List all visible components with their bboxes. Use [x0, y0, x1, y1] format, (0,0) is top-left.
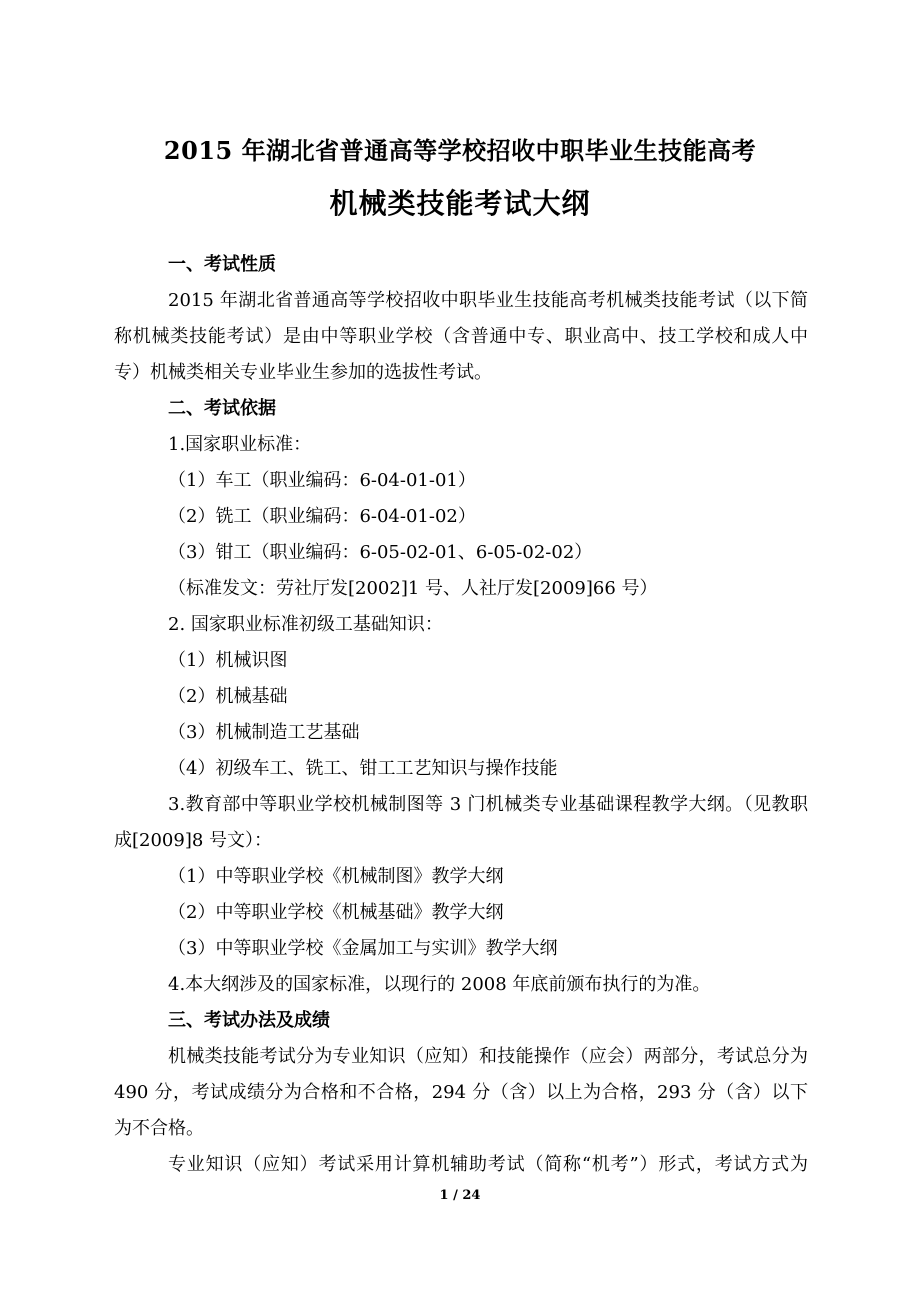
paragraph-line: 为不合格。 [114, 1118, 204, 1139]
list-item: 2. 国家职业标准初级工基础知识： [168, 614, 443, 635]
section1-heading: 一、考试性质 [168, 254, 276, 275]
list-item-continuation: 成[2009]8 号文）： [114, 830, 273, 851]
paragraph-line: 专业知识（应知）考试采用计算机辅助考试（简称“机考”）形式，考试方式为 [168, 1154, 808, 1175]
list-item: 4.本大纲涉及的国家标准，以现行的 2008 年底前颁布执行的为准。 [168, 974, 711, 995]
list-item: （3）机械制造工艺基础 [168, 722, 360, 743]
document-title-line2: 机械类技能考试大纲 [329, 187, 591, 220]
section2-heading: 二、考试依据 [168, 398, 276, 419]
paragraph-line: 机械类技能考试分为专业知识（应知）和技能操作（应会）两部分，考试总分为 [168, 1046, 808, 1067]
list-item: （3）中等职业学校《金属加工与实训》教学大纲 [168, 938, 558, 959]
page-number: 1 / 24 [439, 1188, 481, 1203]
paragraph-line: 专）机械类相关专业毕业生参加的选拔性考试。 [114, 362, 492, 383]
list-item: （2）中等职业学校《机械基础》教学大纲 [168, 902, 504, 923]
list-item: （2）机械基础 [168, 686, 288, 707]
section3-heading: 三、考试办法及成绩 [168, 1010, 330, 1031]
list-item: （3）钳工（职业编码：6-05-02-01、6-05-02-02） [168, 542, 593, 563]
paragraph-line: 2015 年湖北省普通高等学校招收中职毕业生技能高考机械类技能考试（以下简 [168, 290, 808, 311]
list-item: 1.国家职业标准： [168, 434, 312, 455]
document-title-line1: 2015 年湖北省普通高等学校招收中职毕业生技能高考 [163, 136, 757, 165]
paragraph-line: 称机械类技能考试）是由中等职业学校（含普通中专、职业高中、技工学校和成人中 [114, 326, 808, 347]
list-item: （1）机械识图 [168, 650, 288, 671]
list-item: （1）中等职业学校《机械制图》教学大纲 [168, 866, 504, 887]
paragraph-line: 490 分，考试成绩分为合格和不合格，294 分（含）以上为合格，293 分（含）以下 [114, 1082, 808, 1103]
list-item: （1）车工（职业编码：6-04-01-01） [168, 470, 476, 491]
list-item: （2）铣工（职业编码：6-04-01-02） [168, 506, 476, 527]
list-item: 3.教育部中等职业学校机械制图等 3 门机械类专业基础课程教学大纲。（见教职 [168, 794, 808, 815]
list-item-note: （标准发文：劳社厅发[2002]1 号、人社厅发[2009]66 号） [168, 578, 658, 599]
list-item: （4）初级车工、铣工、钳工工艺知识与操作技能 [168, 758, 558, 779]
